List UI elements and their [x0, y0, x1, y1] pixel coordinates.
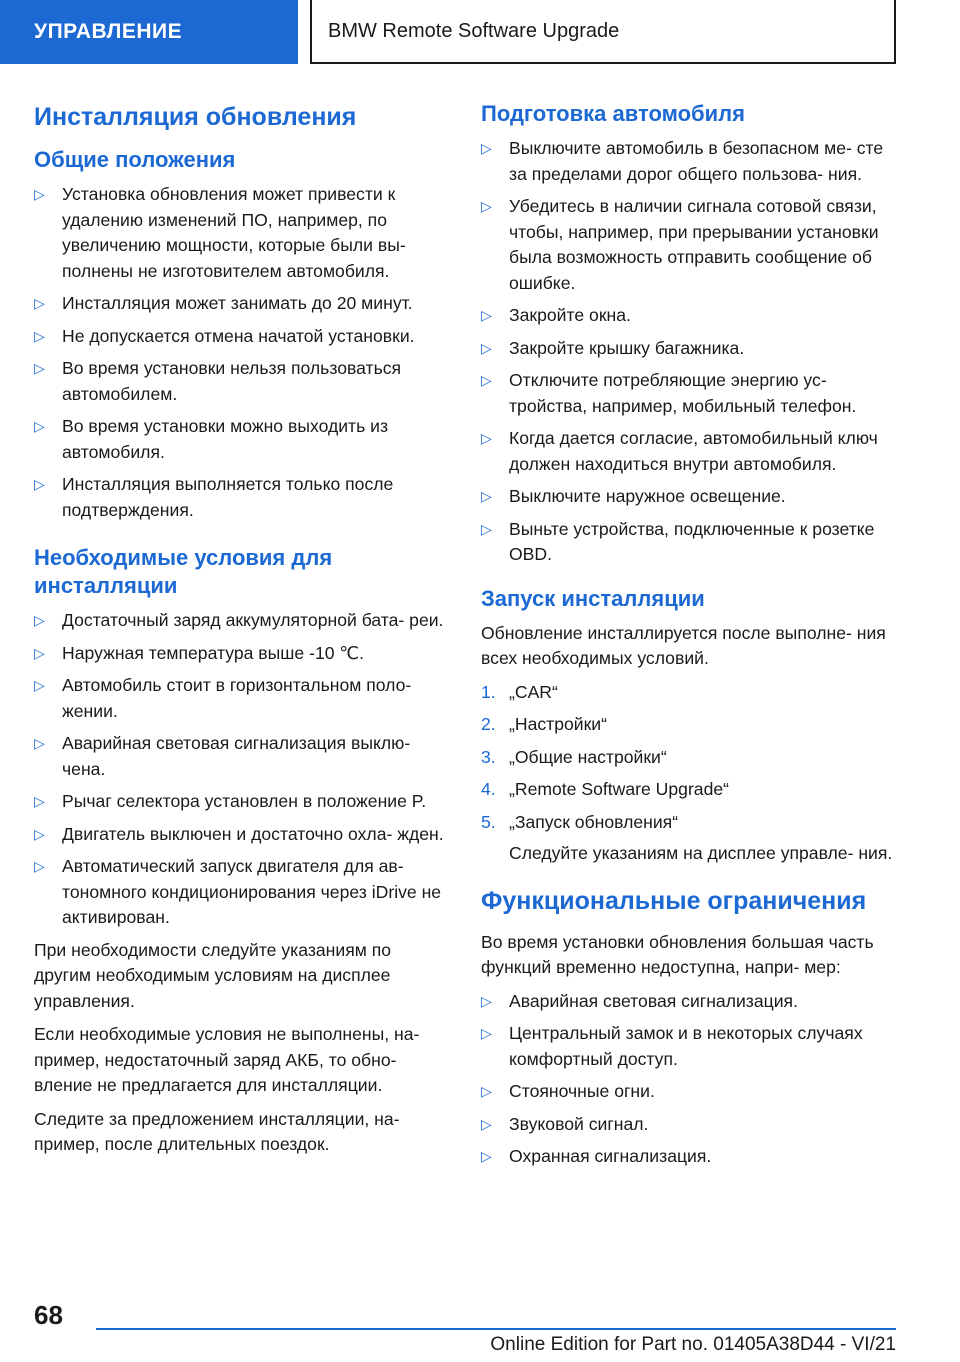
general-list — [34, 182, 446, 523]
triangle-bullet-icon: ▷ — [34, 825, 45, 842]
list-item: ▷ Не допускается отмена начатой установки. — [34, 324, 446, 350]
list-item: ▷ Аварийная световая сигнализация выклю- чена. — [34, 733, 411, 779]
section-title: УПРАВЛЕНИЕ — [34, 20, 183, 43]
list-item: ▷ Достаточный заряд аккумуляторной бата- реи. — [34, 608, 446, 634]
triangle-bullet-icon: ▷ — [34, 186, 45, 202]
list-item: ▷ Инсталляция выполняется только после подтверждения. — [34, 474, 394, 520]
step-item: 4. „Remote Software Upgrade“ — [481, 777, 893, 803]
conditions-heading: Необходимые условия для инсталляции — [34, 545, 333, 598]
triangle-bullet-icon: ▷ — [481, 1083, 492, 1099]
step-number: 2. — [481, 714, 496, 734]
step-number: 3. — [481, 746, 496, 767]
paragraph: При необходимости следуйте указаниям по другим необходимым условиям на дисплее управления. — [34, 939, 392, 1011]
triangle-bullet-icon: ▷ — [481, 430, 492, 446]
list-item: ▷ Установка обновления может привести к удалению изменений ПО, например, по увеличению мощности, которые были вы- полнены не изготовителем автомобиля. — [34, 184, 406, 281]
triangle-bullet-icon: ▷ — [34, 295, 45, 311]
list-item: ▷ Охранная сигнализация. — [481, 1144, 893, 1170]
triangle-bullet-icon: ▷ — [481, 520, 492, 537]
triangle-bullet-icon: ▷ — [34, 360, 45, 376]
triangle-bullet-icon: ▷ — [481, 140, 492, 156]
paragraph: Следите за предложением инсталляции, на- пример, после длительных поездок. — [34, 1108, 400, 1154]
list-item: ▷ Рычаг селектора установлен в положение P. — [34, 789, 446, 815]
list-item: ▷ Автомобиль стоит в горизонтальном поло- жении. — [34, 675, 412, 721]
triangle-bullet-icon: ▷ — [34, 612, 45, 628]
list-item: ▷ Двигатель выключен и достаточно охла- жден. — [34, 822, 446, 848]
chapter-title: BMW Remote Software Upgrade — [328, 19, 620, 42]
main-heading: Инсталляция обновления — [34, 103, 357, 131]
triangle-bullet-icon: ▷ — [34, 677, 45, 693]
page-number: 68 — [34, 1300, 63, 1330]
triangle-bullet-icon: ▷ — [34, 793, 45, 809]
step-item: 5. „Запуск обновления“ Следуйте указаниям на дисплее управле- ния. — [481, 810, 893, 867]
step-number: 1. — [481, 681, 496, 702]
step-item: 3. „Общие настройки“ — [481, 745, 893, 771]
triangle-bullet-icon: ▷ — [34, 418, 45, 434]
triangle-bullet-icon: ▷ — [34, 327, 45, 344]
list-item: ▷ Выключите автомобиль в безопасном ме- сте за пределами дорог общего пользова- ния. — [481, 138, 884, 184]
limits-list — [481, 989, 893, 1170]
list-item: ▷ Когда дается согласие, автомобильный ключ должен находиться внутри автомобиля. — [481, 428, 878, 474]
list-item: ▷ Автоматический запуск двигателя для ав- тономного кондиционирования через iDrive не активирован. — [34, 856, 442, 927]
triangle-bullet-icon: ▷ — [481, 1115, 492, 1132]
steps-list — [481, 680, 893, 867]
triangle-bullet-icon: ▷ — [481, 992, 492, 1009]
triangle-bullet-icon: ▷ — [34, 735, 45, 751]
list-item: ▷ Закройте крышку багажника. — [481, 336, 893, 362]
limits-intro: Во время установки обновления большая часть функций временно недоступна, напри- мер: — [481, 931, 874, 977]
triangle-bullet-icon: ▷ — [481, 307, 492, 323]
list-item: ▷ Выключите наружное освещение. — [481, 484, 893, 510]
triangle-bullet-icon: ▷ — [481, 198, 492, 214]
list-item: ▷ Стояночные огни. — [481, 1079, 893, 1105]
triangle-bullet-icon: ▷ — [481, 339, 492, 356]
left-column — [34, 100, 446, 1166]
footer-rule — [96, 1328, 896, 1330]
list-item: ▷ Звуковой сигнал. — [481, 1112, 893, 1138]
list-item: ▷ Закройте окна. — [481, 303, 893, 329]
triangle-bullet-icon: ▷ — [34, 476, 45, 492]
list-item: ▷ Инсталляция может занимать до 20 минут. — [34, 291, 446, 317]
list-item: ▷ Выньте устройства, подключенные к розетке OBD. — [481, 518, 875, 564]
list-item: ▷ Наружная температура выше -10 ℃. — [34, 641, 446, 667]
triangle-bullet-icon: ▷ — [481, 1148, 492, 1164]
step-item: 2. „Настройки“ — [481, 712, 893, 738]
edition-info: Online Edition for Part no. 01405A38D44 - VI/21 — [490, 1334, 896, 1355]
list-item: ▷ Во время установки нельзя пользоваться автомобилем. — [34, 358, 402, 404]
conditions-list — [34, 608, 446, 931]
paragraph: Если необходимые условия не выполнены, на- пример, недостаточный заряд АКБ, то обно- вление не предлагается для инсталляции. — [34, 1024, 420, 1095]
step-number: 5. — [481, 811, 496, 832]
triangle-bullet-icon: ▷ — [481, 1025, 492, 1041]
start-intro: Обновление инсталлируется после выполне- ния всех необходимых условий. — [481, 622, 886, 668]
list-item: ▷ Центральный замок и в некоторых случаях комфортный доступ. — [481, 1023, 863, 1069]
prep-heading: Подготовка автомобиля — [481, 101, 745, 126]
list-item: ▷ Убедитесь в наличии сигнала сотовой связи, чтобы, например, при прерывании установки была возможность отправить сообщение об ошибке. — [481, 196, 879, 293]
general-heading: Общие положения — [34, 147, 236, 172]
list-item: ▷ Во время установки можно выходить из автомобиля. — [34, 416, 389, 462]
section-tab — [0, 0, 298, 64]
step-number: 4. — [481, 779, 496, 799]
limits-heading: Функциональные ограничения — [481, 886, 867, 915]
right-column — [481, 100, 893, 1177]
start-heading: Запуск инсталляции — [481, 585, 705, 611]
triangle-bullet-icon: ▷ — [481, 488, 492, 504]
triangle-bullet-icon: ▷ — [481, 372, 492, 388]
list-item: ▷ Отключите потребляющие энергию ус- тройства, например, мобильный телефон. — [481, 370, 857, 416]
triangle-bullet-icon: ▷ — [34, 644, 45, 661]
step-item: 1. „CAR“ — [481, 680, 893, 706]
prep-list — [481, 136, 893, 568]
step-note: Следуйте указаниям на дисплее управле- ния. — [509, 843, 893, 863]
triangle-bullet-icon: ▷ — [34, 858, 45, 874]
list-item: ▷ Аварийная световая сигнализация. — [481, 989, 893, 1015]
chapter-header — [312, 0, 896, 64]
